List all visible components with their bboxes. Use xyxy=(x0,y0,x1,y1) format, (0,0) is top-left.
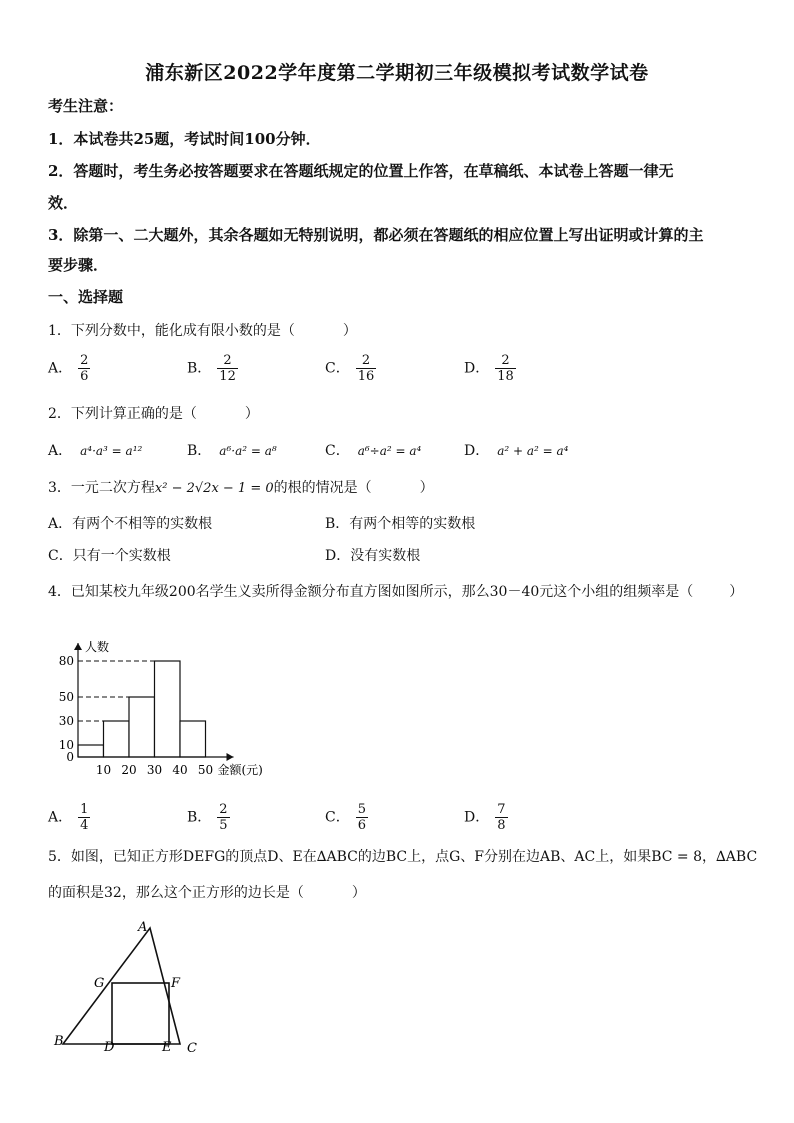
option-label: B． xyxy=(187,809,212,826)
option-label: A． xyxy=(48,360,73,377)
y-axis-arrow xyxy=(74,643,82,650)
option-label: B． xyxy=(187,443,212,459)
denominator: 18 xyxy=(497,369,514,384)
label-g: G xyxy=(94,976,105,991)
notice-heading: 考生注意： xyxy=(48,97,124,115)
histogram-bar xyxy=(78,745,104,757)
x-tick-label: 10 xyxy=(95,763,112,777)
label-e: E xyxy=(162,1040,172,1055)
option-label: C． xyxy=(325,443,350,459)
fraction xyxy=(495,802,507,833)
y-tick-label: 10 xyxy=(58,738,74,752)
notice-item-1: 1．本试卷共25题，考试时间100分钟． xyxy=(48,130,321,148)
triangle-square-figure xyxy=(50,918,210,1058)
x-axis-arrow xyxy=(227,753,234,761)
option-label: B． xyxy=(187,360,212,377)
q5-line1: 5．如图，已知正方形DEFG的顶点D、E在∆ABC的边BC上，点G、F分别在边AB、AC上，如果BC = 8，∆ABC xyxy=(48,849,758,865)
numerator: 2 xyxy=(219,802,228,817)
y-axis-label: 人数 xyxy=(85,640,110,654)
y-tick-label: 50 xyxy=(58,690,74,704)
q2-option-b[interactable] xyxy=(187,440,277,460)
label-c: C xyxy=(187,1041,197,1056)
numerator: 2 xyxy=(80,353,89,368)
option-text: 有两个相等的实数根 xyxy=(349,516,476,532)
q5-line2-close: ） xyxy=(351,885,366,901)
histogram-chart xyxy=(40,620,290,780)
q1-option-d[interactable] xyxy=(464,353,516,384)
q4-option-a[interactable] xyxy=(48,802,90,833)
option-text: 有两个不相等的实数根 xyxy=(72,516,213,532)
option-label: B． xyxy=(325,516,350,532)
q4-stem-close: ） xyxy=(729,584,744,600)
fraction xyxy=(78,802,90,833)
option-label: C． xyxy=(325,809,350,826)
numerator: 5 xyxy=(357,802,366,817)
histogram-bar xyxy=(155,661,181,757)
label-b: B xyxy=(54,1034,64,1049)
q2-stem xyxy=(48,403,259,423)
y-tick-label: 30 xyxy=(58,714,74,728)
q4-stem-text: 4．已知某校九年级200名学生义卖所得金额分布直方图如图所示，那么30－40元这个小组的组频率是（ xyxy=(48,584,694,600)
label-f: F xyxy=(171,976,181,991)
option-expression: a⁶÷a² = a⁴ xyxy=(357,444,422,458)
q1-option-c[interactable] xyxy=(325,353,376,384)
q3-stem xyxy=(48,477,434,497)
option-label: D． xyxy=(464,443,490,459)
q4-option-c[interactable] xyxy=(325,802,368,833)
option-label: D． xyxy=(325,548,351,564)
notice-item-3b: 要步骤． xyxy=(48,256,109,274)
denominator: 5 xyxy=(219,818,228,833)
label-a: A xyxy=(138,920,148,935)
numerator: 7 xyxy=(497,802,506,817)
q1-stem-text: 1．下列分数中，能化成有限小数的是（ xyxy=(48,323,295,339)
option-label: D． xyxy=(464,809,490,826)
label-d: D xyxy=(104,1040,115,1055)
y-tick-labels xyxy=(59,654,74,764)
fraction xyxy=(217,802,229,833)
notice-item-2a: 2．答题时，考生务必按答题要求在答题纸规定的位置上作答，在草稿纸、本试卷上答题一律无 xyxy=(48,162,674,180)
q3-stem-post: 的根的情况是（ xyxy=(273,480,372,496)
fraction xyxy=(356,802,368,833)
option-label: D． xyxy=(464,360,490,377)
notice-item-2b: 效． xyxy=(48,194,79,212)
q2-option-d[interactable] xyxy=(464,440,569,460)
q3-stem-pre: 3．一元二次方程 xyxy=(48,480,155,496)
fraction xyxy=(495,353,516,384)
q1-stem xyxy=(48,320,357,340)
q3-option-c[interactable] xyxy=(48,545,171,565)
option-label: C． xyxy=(325,360,350,377)
option-text: 没有实数根 xyxy=(350,548,421,564)
x-tick-label: 20 xyxy=(121,763,137,777)
q2-option-a[interactable] xyxy=(48,440,142,460)
option-label: A． xyxy=(48,443,73,459)
q2-stem-text: 2．下列计算正确的是（ xyxy=(48,406,197,422)
denominator: 6 xyxy=(357,818,366,833)
q4-option-d[interactable] xyxy=(464,802,508,833)
histogram-bar xyxy=(129,697,155,757)
triangle-abc xyxy=(63,928,180,1044)
y-tick-label: 80 xyxy=(58,654,74,668)
option-expression: a⁴·a³ = a¹² xyxy=(80,444,143,458)
histogram-bar xyxy=(180,721,206,757)
option-label: A． xyxy=(48,809,73,826)
q3-option-a[interactable] xyxy=(48,513,212,533)
numerator: 2 xyxy=(495,353,516,369)
q1-option-a[interactable] xyxy=(48,353,90,384)
notice-item-3a: 3．除第一、二大题外，其余各题如无特别说明，都必须在答题纸的相应位置上写出证明或计算的主 xyxy=(48,226,704,244)
q3-equation: x² − 2√2x − 1 = 0 xyxy=(154,481,274,496)
q2-stem-close: ） xyxy=(244,406,259,422)
fraction xyxy=(78,353,90,384)
histogram-bars xyxy=(78,661,206,757)
y-tick-label: 0 xyxy=(66,750,74,764)
numerator: 2 xyxy=(356,353,377,369)
option-label: A． xyxy=(48,516,73,532)
q2-option-c[interactable] xyxy=(325,440,421,460)
section-heading: 一、选择题 xyxy=(48,288,124,306)
x-tick-label: 50 xyxy=(197,763,214,777)
denominator: 4 xyxy=(80,818,89,833)
q4-option-b[interactable] xyxy=(187,802,230,833)
q3-option-b[interactable] xyxy=(325,513,475,533)
numerator: 2 xyxy=(217,353,238,369)
q4-stem xyxy=(48,581,743,601)
denominator: 16 xyxy=(357,369,375,384)
q1-option-b[interactable] xyxy=(187,353,238,384)
denominator: 6 xyxy=(80,369,89,384)
option-text: 只有一个实数根 xyxy=(72,548,171,564)
denominator: 12 xyxy=(219,369,236,384)
x-tick-labels xyxy=(96,763,213,777)
q3-stem-close: ） xyxy=(419,480,434,496)
x-axis-label: 金额(元) xyxy=(217,763,263,777)
q5-line2 xyxy=(48,882,366,902)
numerator: 1 xyxy=(80,802,89,817)
q1-stem-close: ） xyxy=(342,323,357,339)
histogram-bar xyxy=(104,721,130,757)
q3-option-d[interactable] xyxy=(325,545,420,565)
x-tick-label: 30 xyxy=(146,763,163,777)
denominator: 8 xyxy=(497,818,506,833)
fraction xyxy=(217,353,238,384)
exam-title: 浦东新区2022学年度第二学期初三年级模拟考试数学试卷 xyxy=(145,62,649,84)
square-defg xyxy=(112,983,169,1044)
option-label: C． xyxy=(48,548,73,564)
option-expression: a² + a² = a⁴ xyxy=(497,444,569,458)
option-expression: a⁶·a² = a⁸ xyxy=(219,444,277,458)
x-tick-label: 40 xyxy=(172,763,188,777)
q5-line2-text: 的面积是32，那么这个正方形的边长是（ xyxy=(48,885,304,901)
fraction xyxy=(356,353,377,384)
